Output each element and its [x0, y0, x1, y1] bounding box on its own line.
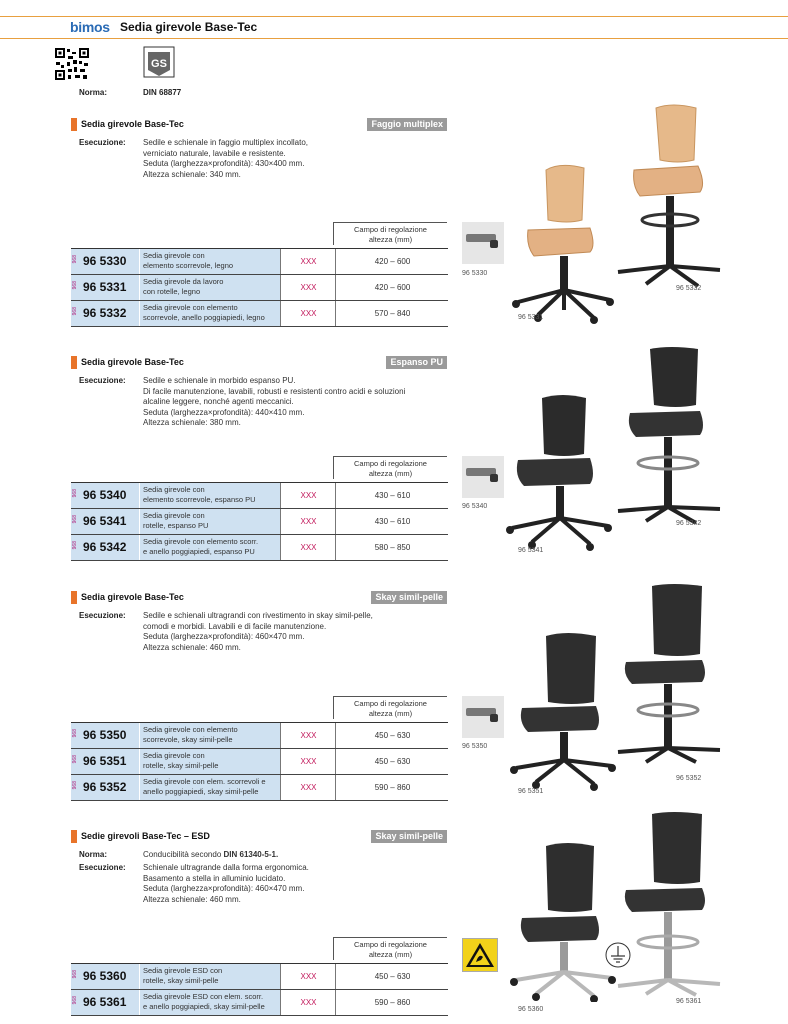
product-code: 96 5360: [83, 969, 127, 983]
height-range: 450 – 630: [335, 749, 449, 774]
header-rule: [0, 38, 788, 39]
range-header: [333, 696, 447, 719]
chair-image-wood-footring: [612, 100, 722, 290]
chair-image-wood-casters: [498, 160, 618, 325]
execution-label: Esecuzione:: [79, 376, 126, 385]
image-code: 96 5352: [676, 775, 702, 782]
norma-value: DIN 68877: [143, 88, 182, 97]
image-code: 96 5342: [676, 520, 702, 527]
material-tag: Skay simil-pelle: [371, 830, 447, 843]
height-range: 430 – 610: [335, 483, 449, 508]
product-table: [71, 963, 448, 1016]
chair-image-skay-footring: [614, 584, 724, 764]
section-title: Sedia girevole Base-Tec: [81, 592, 184, 602]
range-header: [333, 456, 447, 479]
height-range: 450 – 630: [335, 964, 449, 989]
material-tag: Faggio multiplex: [367, 118, 447, 131]
norma-label: Norma:: [79, 88, 108, 97]
section-title: Sedia girevole Base-Tec: [81, 119, 184, 129]
top-rule: [0, 16, 788, 17]
price: XXX: [280, 535, 336, 560]
execution-line: comodi e morbidi. Lavabili e di facile manutenzione.: [143, 621, 327, 631]
prefix-label: 968: [72, 755, 78, 764]
image-code: 96 5341: [518, 547, 544, 554]
price: XXX: [280, 249, 336, 274]
table-row[interactable]: [71, 990, 448, 1016]
esd-warning-icon: [462, 938, 498, 972]
product-description: Sedia girevole con elem. scorrevoli e anello poggiapiedi, skay simil-pelle: [143, 777, 266, 796]
height-range: 420 – 600: [335, 249, 449, 274]
brand-logo: bimos: [70, 19, 110, 35]
product-code: 96 5332: [83, 306, 127, 320]
section-accent-bar: [71, 356, 77, 369]
table-row[interactable]: [71, 535, 448, 561]
product-description: Sedia girevole con elemento scorrevole, legno: [143, 251, 234, 270]
product-code: 96 5341: [83, 514, 127, 528]
execution-text: [143, 138, 448, 180]
image-code: 96 5330: [462, 270, 488, 277]
price: XXX: [280, 990, 336, 1015]
product-description: Sedia girevole con rotelle, espanso PU: [143, 511, 209, 530]
material-tag: Skay simil-pelle: [371, 591, 447, 604]
section-accent-bar: [71, 591, 77, 604]
section-header: [71, 830, 447, 843]
price: XXX: [280, 275, 336, 300]
table-row[interactable]: [71, 483, 448, 509]
section-header: [71, 591, 447, 604]
prefix-label: 968: [72, 541, 78, 550]
execution-label: Esecuzione:: [79, 863, 126, 872]
product-table: [71, 482, 448, 561]
product-description: Sedia girevole con rotelle, skay simil-pelle: [143, 751, 219, 770]
product-description: Sedia girevole ESD con rotelle, skay simil-pelle: [143, 966, 223, 985]
height-range: 430 – 610: [335, 509, 449, 534]
image-code: 96 5350: [462, 743, 488, 750]
height-range: 590 – 860: [335, 775, 449, 800]
height-range: 450 – 630: [335, 723, 449, 748]
image-code: 96 5332: [676, 285, 702, 292]
image-code: 96 5351: [518, 788, 544, 795]
execution-line: Seduta (larghezza×profondità): 440×410 mm.: [143, 407, 305, 417]
chair-image-pu-footring: [614, 345, 724, 525]
table-row[interactable]: [71, 775, 448, 801]
height-range: 420 – 600: [335, 275, 449, 300]
chair-image-skay-casters: [506, 632, 618, 792]
prefix-label: 968: [72, 255, 78, 264]
section-header: [71, 356, 447, 369]
product-description: Sedia girevole ESD con elem. scorr. e anello poggiapiedi, skay simil-pelle: [143, 992, 265, 1011]
product-code: 96 5340: [83, 488, 127, 502]
execution-line: Basamento a stella in alluminio lucidato.: [143, 873, 286, 883]
product-description: Sedia girevole con elemento scorrevole, skay simil-pelle: [143, 725, 238, 744]
prefix-label: 968: [72, 781, 78, 790]
height-range: 590 – 860: [335, 990, 449, 1015]
price: XXX: [280, 509, 336, 534]
prefix-label: 968: [72, 970, 78, 979]
execution-line: Altezza schienale: 380 mm.: [143, 418, 241, 427]
execution-line: Seduta (larghezza×profondità): 460×470 mm.: [143, 632, 305, 641]
execution-line: Sedile e schienale in faggio multiplex incollato,: [143, 138, 308, 147]
execution-text: [143, 863, 448, 905]
price: XXX: [280, 483, 336, 508]
image-code: 96 5361: [676, 998, 702, 1005]
prefix-label: 968: [72, 729, 78, 738]
execution-text: [143, 376, 448, 429]
prefix-label: 968: [72, 307, 78, 316]
execution-line: Sedile e schienale in morbido espanso PU.: [143, 376, 296, 385]
product-code: 96 5351: [83, 754, 127, 768]
height-range: 580 – 850: [335, 535, 449, 560]
product-code: 96 5331: [83, 280, 127, 294]
svg-text:GS: GS: [151, 58, 167, 70]
height-range: 570 – 840: [335, 301, 449, 326]
execution-line: verniciato naturale, lavabile e resistente.: [143, 148, 286, 158]
range-header: [333, 222, 447, 245]
prefix-label: 968: [72, 489, 78, 498]
range-header-line: Campo di regolazione: [354, 225, 427, 234]
table-row[interactable]: [71, 301, 448, 327]
execution-line: Di facile manutenzione, lavabili, robusti e resistenti contro acidi e soluzioni: [143, 386, 406, 396]
product-description: Sedia girevole con elemento scorr. e anello poggiapiedi, espanso PU: [143, 537, 259, 556]
norma-prefix: Conducibilità secondo: [143, 850, 224, 859]
range-header-line: Campo di regolazione: [354, 459, 427, 468]
section-accent-bar: [71, 118, 77, 131]
section-header: [71, 118, 447, 131]
execution-line: Schienale ultragrande dalla forma ergonomica.: [143, 863, 309, 872]
table-row[interactable]: [71, 509, 448, 535]
product-description: Sedia girevole con elemento scorrevole, espanso PU: [143, 485, 256, 504]
gs-mark-icon: [143, 46, 175, 78]
section-accent-bar: [71, 830, 77, 843]
execution-label: Esecuzione:: [79, 138, 126, 147]
range-header-line: altezza (mm): [368, 469, 413, 478]
prefix-label: 968: [72, 996, 78, 1005]
prefix-label: 968: [72, 281, 78, 290]
chair-image-pu-casters: [496, 392, 616, 552]
price: XXX: [280, 723, 336, 748]
execution-text: [143, 611, 448, 653]
product-description: Sedia girevole con elemento scorrevole, anello poggiapiedi, legno: [143, 303, 265, 322]
norma-label: Norma:: [79, 850, 108, 859]
table-row[interactable]: [71, 249, 448, 275]
product-code: 96 5352: [83, 780, 127, 794]
product-description: Sedia girevole da lavoro con rotelle, legno: [143, 277, 224, 296]
table-row[interactable]: [71, 749, 448, 775]
price: XXX: [280, 301, 336, 326]
section-title: Sedia girevole Base-Tec: [81, 357, 184, 367]
image-code: 96 5360: [518, 1006, 544, 1013]
product-table: [71, 722, 448, 801]
price: XXX: [280, 964, 336, 989]
prefix-label: 968: [72, 515, 78, 524]
product-code: 96 5361: [83, 995, 127, 1009]
product-code: 96 5350: [83, 728, 127, 742]
range-header-line: altezza (mm): [368, 709, 413, 718]
price: XXX: [280, 749, 336, 774]
execution-line: alcaline leggere, nonché agenti meccanici.: [143, 397, 294, 406]
material-tag: Espanso PU: [386, 356, 447, 369]
execution-line: Sedile e schienali ultragrandi con rivestimento in skay simil-pelle,: [143, 611, 373, 620]
product-table: [71, 248, 448, 327]
product-code: 96 5342: [83, 540, 127, 554]
execution-line: Altezza schienale: 340 mm.: [143, 169, 241, 179]
execution-label: Esecuzione:: [79, 611, 126, 620]
chair-image-esd-footring: [616, 812, 726, 997]
section-title: Sedie girevoli Base-Tec – ESD: [81, 831, 210, 841]
qr-code-icon: [54, 47, 90, 81]
chair-image-esd-casters: [508, 842, 618, 1002]
price: XXX: [280, 775, 336, 800]
execution-line: Seduta (larghezza×profondità): 460×470 mm.: [143, 884, 305, 893]
norma-standard: DIN 61340-5-1.: [223, 850, 279, 859]
execution-line: Altezza schienale: 460 mm.: [143, 894, 241, 904]
image-code: 96 5331: [518, 314, 544, 321]
range-header-line: Campo di regolazione: [354, 940, 427, 949]
table-row[interactable]: [71, 964, 448, 990]
range-header-line: Campo di regolazione: [354, 699, 427, 708]
range-header: [333, 937, 447, 960]
page-title: Sedia girevole Base-Tec: [120, 20, 258, 34]
image-code: 96 5340: [462, 503, 488, 510]
table-row[interactable]: [71, 723, 448, 749]
norma-text: [143, 850, 448, 861]
product-code: 96 5330: [83, 254, 127, 268]
execution-line: Altezza schienale: 460 mm.: [143, 642, 241, 652]
glide-element-image: [462, 696, 504, 738]
table-row[interactable]: [71, 275, 448, 301]
range-header-line: altezza (mm): [368, 235, 413, 244]
execution-line: Seduta (larghezza×profondità): 430×400 mm.: [143, 159, 305, 168]
range-header-line: altezza (mm): [368, 950, 413, 959]
